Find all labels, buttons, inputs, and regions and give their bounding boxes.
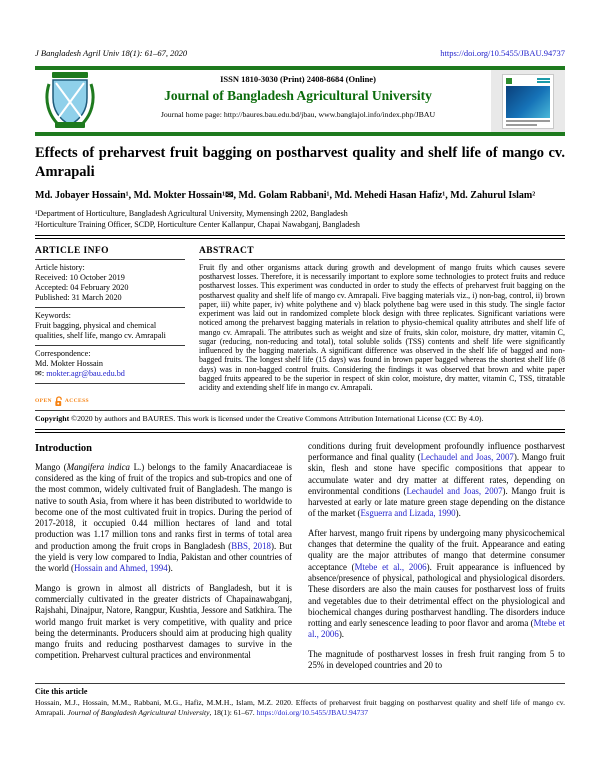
keywords-label: Keywords: bbox=[35, 310, 71, 320]
divider-thin bbox=[35, 410, 565, 411]
introduction-section bbox=[35, 441, 565, 680]
intro-paragraph: The magnitude of postharvest losses in fresh fruit ranging from 5 to 25% in developed countries and 20 to bbox=[308, 648, 565, 671]
correspondence-email-link[interactable]: mokter.agr@bau.edu.bd bbox=[46, 368, 125, 378]
divider-thin bbox=[35, 383, 185, 384]
doi-link[interactable]: https://doi.org/10.5455/JBAU.94737 bbox=[440, 48, 565, 58]
introduction-heading: Introduction bbox=[35, 442, 92, 454]
abstract-heading: ABSTRACT bbox=[199, 245, 254, 256]
abstract-text: Fruit fly and other organisms attack during growth and development of mango fruits which causes severe postharvest losses. Therefore, it is necessarily important to explore some technologies to protect fruits and reduce postharvest losses. This experiment was conducted in order to study the effects of preharvest fruit bagging on the postharvest quality and shelf life of mango cv. Amrapali. Five bagging materials viz., i) non-bag, control, ii) brown paper, iii) white paper, iv) white polythene and v) black polythene bag were used in this study. The single factor experiment was laid out in randomized complete block design with three replicates. Significant variations were noticed among the preharvest bagging materials in relation to physio-chemical quality attributes and shelf life of mango cv. Amrapali. The attributes such as weight and size of fruits, skin color, moisture, dry matter, vitamin C, sugar (reducing, non-reducing and total), total soluble solids (TSS) contents and shelf life were significantly influenced by the bagging materials. A significant difference was observed in the shelf life of bagged and non-bagged fruits. The longest shelf life (15 days) was found in brown paper bagged whereas the shortest shelf life (8 days) was in non-bagged control fruits. Considering the findings it was observed that brown and white paper bagged fruits appeared to be the superior in respect of skin color, moisture, dry matter, vitamin C, TSS, titratable acidity and extending shelf life in mango cv. Amrapali. bbox=[199, 262, 565, 393]
open-access-text-left: OPEN bbox=[35, 398, 52, 405]
open-access-text-right: ACCESS bbox=[64, 398, 89, 405]
divider-thin bbox=[35, 683, 565, 684]
intro-right-column bbox=[308, 441, 565, 680]
history-label: Article history: bbox=[35, 262, 85, 272]
cover-logo-mark bbox=[506, 78, 512, 84]
divider-thin bbox=[199, 259, 565, 260]
abstract-column bbox=[199, 244, 565, 407]
authors-line: Md. Jobayer Hossain¹, Md. Mokter Hossain¹✉, Md. Golam Rabbani¹, Md. Mehedi Hasan Hafiz¹, Md. Zahurul Islam² bbox=[35, 189, 536, 201]
open-access-logo bbox=[35, 396, 185, 407]
divider-thin bbox=[35, 307, 185, 308]
affiliation-1: ¹Department of Horticulture, Bangladesh Agricultural University, Mymensingh 2202, Bangladesh bbox=[35, 209, 348, 219]
cite-footer bbox=[35, 683, 565, 718]
cover-title-mark bbox=[537, 78, 550, 84]
published-date: Published: 31 March 2020 bbox=[35, 292, 122, 302]
banner-text-block bbox=[105, 70, 491, 132]
intro-paragraph: Mango (Mangifera indica L.) belongs to the family Anacardiaceae is considered as the king of fruit of the tropics and sub-tropics and one of the most common, widely cultivated fruit of Bangladesh. The mango is native to south Asia, from where it has been distributed to worldwide to become one of the most cultivated fruit in tropics. During the period of 2017-2018, it occupied 0.44 million hectares of land and total production was 1.17 million tons and ranks first in terms of total area and production among the fruit crops in Bangladesh (BBS, 2018). But the yield is very low compared to India, Pakistan and other countries of the world (Hossain and Ahmed, 1994). bbox=[35, 461, 293, 574]
accepted-date: Accepted: 04 February 2020 bbox=[35, 282, 129, 292]
info-abstract-section bbox=[35, 244, 565, 407]
cover-photo bbox=[506, 86, 550, 118]
banner-bottom-bar bbox=[35, 132, 565, 136]
intro-left-column bbox=[35, 441, 292, 680]
intro-paragraph: Mango is grown in almost all districts of Bangladesh, but it is commercially cultivated in the greater districts of Chapainawabganj, Rajshahi, Dinajpur, Natore, Rangpur, Kushtia, Jessore and Satkhira. The world mango fruit market is very competitive, with quality and price being the determinants. Producers should aim at producing high quality mango fruits and reducing postharvest damages to survive in the competition. Preharvest cultural practices and environmental bbox=[35, 582, 292, 661]
affiliation-2: ²Horticulture Training Officer, SCDP, Horticulture Center Kallanpur, Chapai Nawabganj, Bangladesh bbox=[35, 219, 360, 229]
bau-logo bbox=[35, 70, 105, 132]
article-history-group bbox=[35, 263, 185, 303]
divider-thick bbox=[35, 235, 565, 239]
divider-thin bbox=[35, 345, 185, 346]
journal-cover-thumbnail bbox=[491, 70, 565, 132]
journal-ref: J Bangladesh Agril Univ 18(1): 61–67, 2020 bbox=[35, 48, 188, 58]
citation-text: Hossain, M.J., Hossain, M.M., Rabbani, M.G., Hafiz, M.M.H., Islam, M.Z. 2020. Effects of preharvest fruit bagging on postharvest quality and shelf life of mango cv. Amrapali. Journal of Bangladesh Agricultural University, 18(1): 61–67. https://doi.org/10.5455/JBAU.94737 bbox=[35, 698, 565, 718]
journal-title: Journal of Bangladesh Agricultural University bbox=[164, 88, 432, 103]
correspondence-name: Md. Mokter Hossain bbox=[35, 358, 103, 368]
bau-crest-icon bbox=[43, 72, 97, 130]
journal-homepage: Journal home page: http://baures.bau.edu.bd/jbau, www.banglajol.info/index.php/JBAU bbox=[160, 110, 436, 119]
cite-heading: Cite this article bbox=[35, 687, 88, 697]
intro-paragraph: After harvest, mango fruit ripens by undergoing many physicochemical changes that determine the quality of the fruit. Appearance and eating quality are the major attributes of mango that determine consumer acceptance (Mtebe et al., 2006). Fruit appearance is influenced by absence/presence of physical, pathological and physiological disorders. These disorders are also the main causes for postharvest loss of fruits and vegetables due to their detrimental effect on the physiological and biochemical changes during postharvest handling. The disorders induce rotting and early senescence leading to poor flavor and aroma (Mtebe et al., 2006). bbox=[308, 527, 566, 640]
open-lock-icon bbox=[54, 396, 63, 407]
received-date: Received: 10 October 2019 bbox=[35, 272, 125, 282]
keywords-text: Fruit bagging, physical and chemical qualities, shelf life, mango cv. Amrapali bbox=[35, 320, 166, 340]
article-info-column bbox=[35, 244, 185, 407]
divider-thin bbox=[35, 259, 185, 260]
issn-line: ISSN 1810-3030 (Print) 2408-8684 (Online) bbox=[220, 74, 376, 84]
correspondence-group bbox=[35, 349, 185, 379]
cover-caption-lines bbox=[506, 120, 550, 126]
correspondence-label: Correspondence: bbox=[35, 348, 91, 358]
copyright-line: Copyright ©2020 by authors and BAURES. This work is licensed under the Creative Commons Attribution International License (CC By 4.0). bbox=[35, 413, 484, 423]
top-reference-line bbox=[35, 48, 565, 58]
cover-card bbox=[502, 74, 554, 129]
article-info-heading: ARTICLE INFO bbox=[35, 245, 109, 256]
keywords-group bbox=[35, 311, 185, 341]
intro-paragraph: conditions during fruit development profoundly influence postharvest performance and final quality (Lechaudel and Joas, 2007). Mango fruit skin, flesh and stone have specific compositions that appear to accumulate water and dry matter at different rates, depending on environmental conditions (Lechaudel and Joas, 2007). Mango fruit is harvested at early or late mature green stage depending on the distance of the market (Esguerra and Lizada, 1990). bbox=[308, 440, 565, 519]
journal-banner bbox=[35, 66, 565, 136]
email-icon: ✉: bbox=[35, 368, 45, 378]
article-title: Effects of preharvest fruit bagging on postharvest quality and shelf life of mango cv. Amrapali bbox=[35, 145, 565, 180]
divider-thick bbox=[35, 429, 565, 433]
